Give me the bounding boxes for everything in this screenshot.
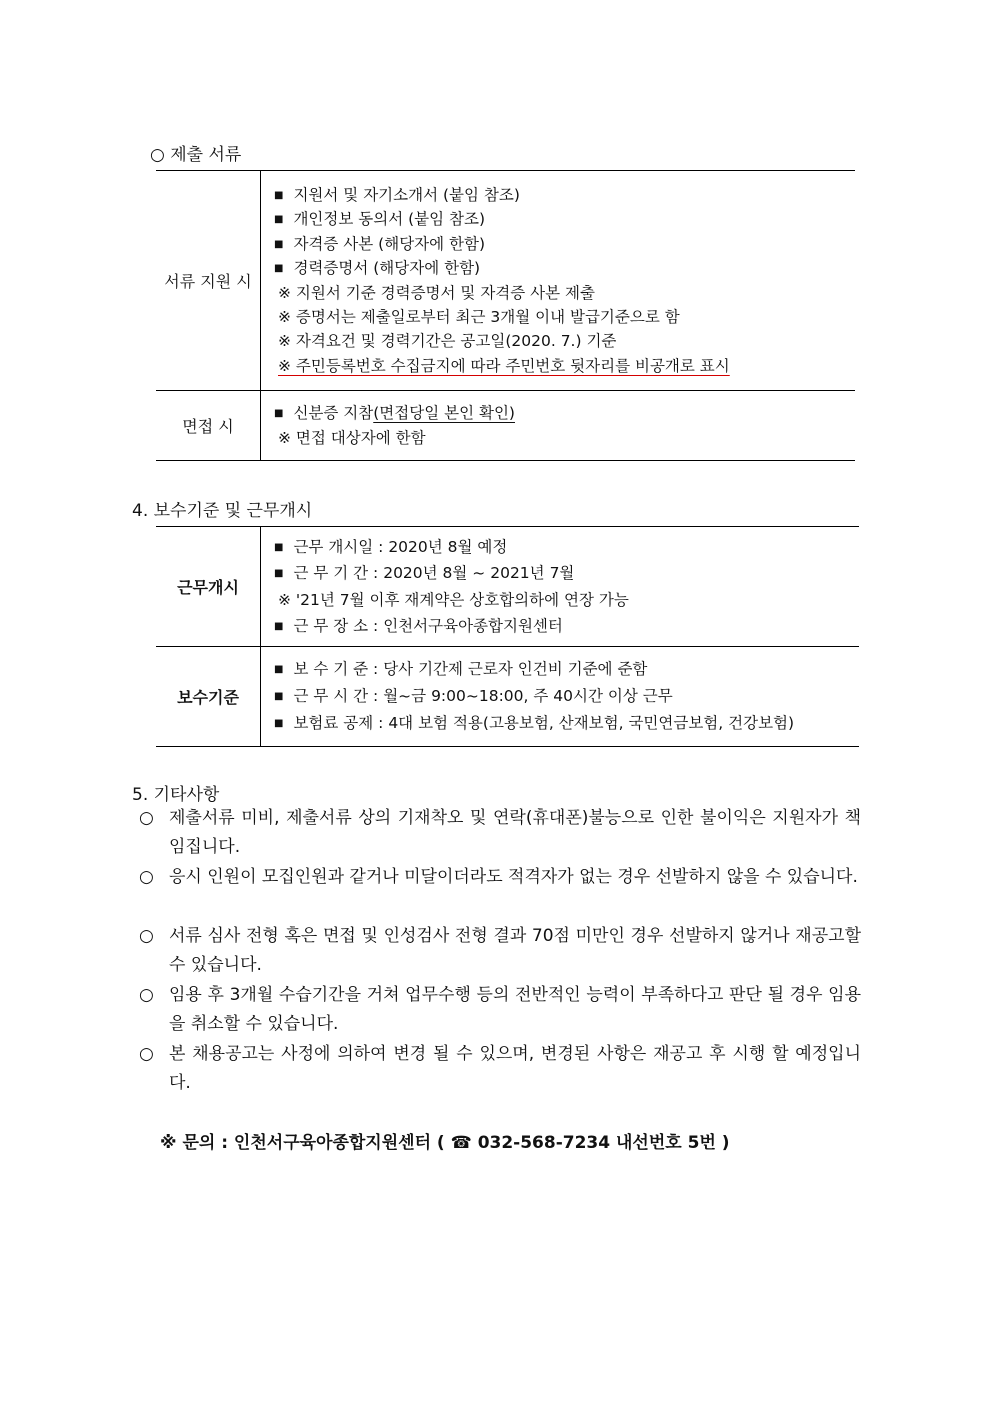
section4-heading: 4. 보수기준 및 근무개시 (132, 501, 313, 521)
circle-bullet-icon: ○ (139, 1044, 154, 1064)
circle-bullet-icon: ○ (139, 926, 154, 946)
privacy-note: ※ 주민등록번호 수집금지에 따라 주민번호 뒷자리를 비공개로 표시 (278, 356, 730, 375)
doc-note: ※ 자격요건 및 경력기간은 공고일(2020. 7.) 기준 (278, 332, 617, 351)
interview-id-check: (면접당일 본인 확인) (373, 404, 515, 423)
pay-line: ■ 근 무 시 간 : 월~금 9:00~18:00, 주 40시간 이상 근무 (274, 683, 859, 710)
notice-item: ○ 제출서류 미비, 제출서류 상의 기재착오 및 연락(휴대폰)불능으로 인한 불이익은 지원자가 책임집니다. (139, 804, 861, 862)
notice-item: ○ 임용 후 3개월 수습기간을 거쳐 업무수행 등의 전반적인 능력이 부족하다고 판단 될 경우 임용을 취소할 수 있습니다. (139, 981, 861, 1039)
interview-stage-content (261, 391, 856, 461)
work-note: ※ '21년 7월 이후 재계약은 상호합의하에 연장 가능 (278, 590, 629, 609)
doc-item: ■ 개인정보 동의서 (붙임 참조) (274, 207, 855, 231)
notice-item: ○ 응시 인원이 모집인원과 같거나 미달이더라도 적격자가 없는 경우 선발하지 않을 수 있습니다. (139, 863, 861, 892)
circle-bullet-icon: ○ (139, 867, 154, 887)
doc-item: ■ 자격증 사본 (해당자에 한함) (274, 232, 855, 256)
doc-note: ※ 증명서는 제출일로부터 최근 3개월 이내 발급기준으로 함 (278, 307, 680, 326)
interview-note: ※ 면접 대상자에 한함 (278, 428, 426, 447)
doc-stage-label: 서류 지원 시 (156, 171, 261, 391)
work-start-label: 근무개시 (156, 527, 261, 647)
circle-bullet-icon: ○ (139, 808, 154, 828)
doc-stage-content (261, 171, 856, 391)
doc-item: ■ 지원서 및 자기소개서 (붙임 참조) (274, 183, 855, 207)
circle-bullet-icon: ○ (139, 985, 154, 1005)
work-line: ■ 근무 개시일 : 2020년 8월 예정 (274, 534, 859, 561)
pay-standard-content (261, 647, 860, 747)
work-place: ■ 근 무 장 소 : 인천서구육아종합지원센터 (274, 613, 859, 640)
contact-line: ※ 문의 : 인천서구육아종합지원센터 ( ☎ 032-568-7234 내선번호 5번 ) (160, 1133, 730, 1153)
notice-item: ○ 본 채용공고는 사정에 의하여 변경 될 수 있으며, 변경된 사항은 재공고 후 시행 할 예정입니다. (139, 1040, 861, 1098)
pay-standard-label: 보수기준 (156, 647, 261, 747)
doc-item: ■ 경력증명서 (해당자에 한함) (274, 256, 855, 280)
work-line: ■ 근 무 기 간 : 2020년 8월 ~ 2021년 7월 (274, 560, 859, 587)
interview-stage-label: 면접 시 (156, 391, 261, 461)
submission-table (156, 170, 855, 461)
pay-line: ■ 보 수 기 준 : 당사 기간제 근로자 인건비 기준에 준함 (274, 656, 859, 683)
work-start-content (261, 527, 860, 647)
notice-item: ○ 서류 심사 전형 혹은 면접 및 인성검사 전형 결과 70점 미만인 경우 선발하지 않거나 재공고할 수 있습니다. (139, 922, 861, 980)
submission-heading: ○ 제출 서류 (150, 145, 242, 165)
pay-line: ■ 보험료 공제 : 4대 보험 적용(고용보험, 산재보험, 국민연금보험, 건강보험) (274, 710, 859, 737)
doc-note: ※ 지원서 기준 경력증명서 및 자격증 사본 제출 (278, 283, 595, 302)
pay-table (156, 526, 859, 747)
interview-item: ■ 신분증 지참(면접당일 본인 확인) (274, 401, 855, 425)
section5-heading: 5. 기타사항 (132, 785, 220, 805)
